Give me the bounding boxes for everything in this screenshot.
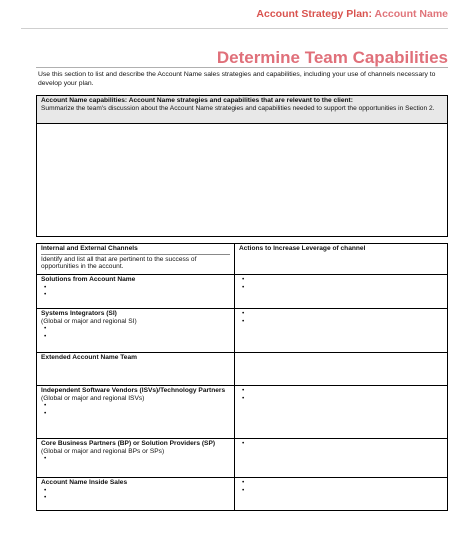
channels-header-col1 [37, 244, 235, 275]
action-cell[interactable] [235, 353, 448, 386]
channel-cell[interactable] [37, 309, 235, 353]
channel-subtitle: (Global or major and regional BPs or SPs) [41, 447, 165, 455]
bullet: • [44, 409, 47, 417]
table-row [37, 275, 448, 309]
channel-title: Extended Account Name Team [41, 354, 137, 361]
table-row [37, 478, 448, 511]
table-row [37, 439, 448, 478]
channel-cell[interactable] [37, 353, 235, 386]
capabilities-box[interactable] [36, 95, 448, 237]
action-cell[interactable] [235, 275, 448, 309]
action-cell[interactable] [235, 386, 448, 439]
header-rule [21, 28, 448, 29]
bullet: • [242, 486, 245, 494]
intro-text: Use this section to list and describe the Account Name sales strategies and capabilities, including your use of channels necessary to develop your plan. [38, 71, 436, 87]
channel-cell[interactable] [37, 275, 235, 309]
table-row [37, 309, 448, 353]
bullet: • [242, 440, 245, 447]
page-title: Determine Team Capabilities [216, 48, 448, 67]
action-cell[interactable] [235, 439, 448, 478]
channel-cell[interactable] [37, 386, 235, 439]
table-row [37, 353, 448, 386]
capabilities-header [37, 96, 447, 124]
document-header [256, 8, 448, 20]
col1-subheading: Identify and list all that are pertinent to the success of opportunities in the account. [41, 255, 197, 271]
action-cell[interactable] [235, 478, 448, 511]
bullet: • [242, 310, 245, 317]
bullet: • [242, 387, 245, 394]
channel-title: Systems Integrators (SI) [41, 310, 117, 317]
bullet: • [44, 486, 47, 494]
channel-cell[interactable] [37, 478, 235, 511]
bullet: • [242, 283, 245, 291]
col2-heading: Actions to Increase Leverage of channel [239, 245, 366, 252]
bullet: • [242, 479, 245, 486]
bullet: • [44, 402, 47, 410]
bullet: • [242, 317, 245, 325]
bullet: • [44, 455, 47, 463]
channels-table [36, 243, 448, 511]
channel-title: Independent Software Vendors (ISVs)/Technology Partners [41, 387, 226, 394]
channel-title: Solutions from Account Name [41, 276, 136, 283]
title-rule [36, 67, 448, 68]
capabilities-description: Summarize the team's discussion about the Account Name strategies and capabilities needed to support the opportunities in Section 2. [41, 104, 435, 112]
bullet: • [242, 276, 245, 283]
channel-cell[interactable] [37, 439, 235, 478]
header-account: Account Name [374, 8, 448, 20]
bullet: • [44, 325, 47, 333]
bullet: • [44, 291, 47, 299]
bullet: • [44, 332, 47, 340]
channel-title: Core Business Partners (BP) or Solution Providers (SP) [41, 440, 216, 447]
channels-header-row [37, 244, 448, 275]
action-cell[interactable] [235, 309, 448, 353]
header-label: Account Strategy Plan: [256, 8, 372, 20]
channel-title: Account Name Inside Sales [41, 479, 128, 486]
capabilities-heading: Account Name capabilities: Account Name strategies and capabilities that are relevant to the client: [41, 97, 353, 104]
channel-subtitle: (Global or major and regional SI) [41, 317, 137, 325]
table-row [37, 386, 448, 439]
bullet: • [242, 394, 245, 402]
channel-subtitle: (Global or major and regional ISVs) [41, 394, 145, 402]
channels-header-col2 [235, 244, 448, 275]
bullet: • [44, 494, 47, 502]
bullet: • [44, 283, 47, 291]
col1-heading: Internal and External Channels [41, 245, 138, 252]
header-divider [41, 254, 230, 255]
